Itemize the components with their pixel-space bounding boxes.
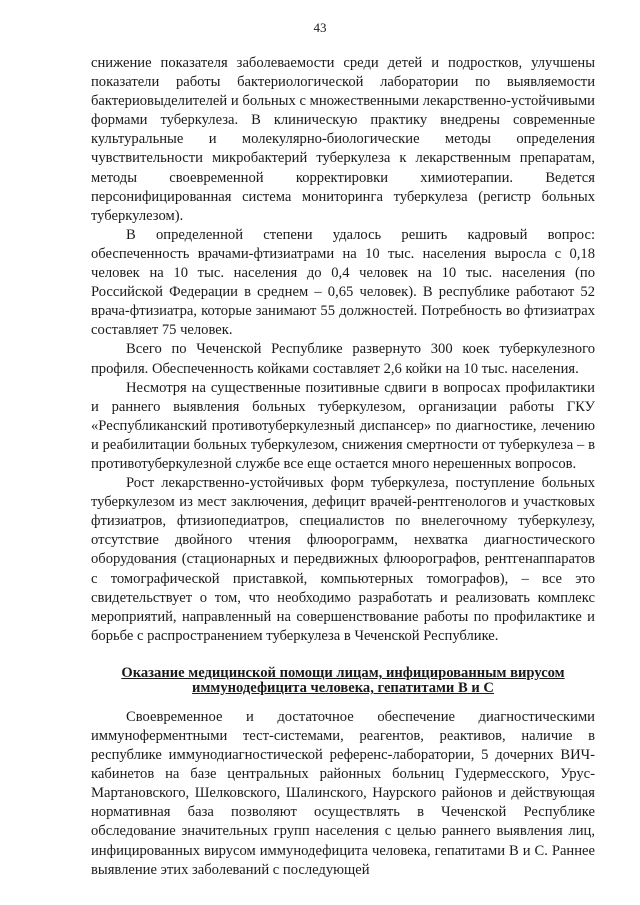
paragraph-tb-indicators: снижение показателя заболеваемости среди детей и подростков, улучшены показатели работы бактериологической лаборатории по выявляемости бактериовыделителей и больных с множественными лекарственно-устойчивыми формами туберкулеза. В клиническую практику внедрены современные культуральные и молекулярно-биологические методы определения чувствительности микробактерий туберкулеза к лекарственным препаратам, методы своевременной корректировки химиотерапии. Ведется персонифицированная система мониторинга туберкулеза (регистр больных туберкулезом). [91, 55, 595, 224]
paragraph-hiv-diagnostics: Своевременное и достаточное обеспечение диагностическими иммуноферментными тест-системами, реагентов, реактивов, наличие в республике иммунодиагностической референс-лаборатории, 5 дочерних ВИЧ-кабинетов на базе центральных районных больниц Гудермесского, Урус-Мартановского, Шелковского, Шалинского, Наурского районов и действующая нормативная база позволяют осуществлять в Чеченской Республике обследование значительных групп населения с целью раннего выявления лиц, инфицированных вирусом иммунодефицита человека, гепатитами В и С. Раннее выявление этих заболеваний с последующей [91, 708, 595, 878]
page-number: 43 [313, 20, 327, 35]
section-heading: Оказание медицинской помощи лицам, инфицированным вирусом иммунодефицита человека, гепатитами В и С [121, 664, 565, 696]
paragraph-staffing: В определенной степени удалось решить кадровый вопрос: обеспеченность врачами-фтизиатрами на 10 тыс. населения выросла с 0,18 человек на 10 тыс. населения до 0,4 человек на 10 тыс. населения (по Российской Федерации в среднем – 0,65 человек). В республике работают 52 врача-фтизиатра, которые занимают 55 должностей. Потребность во фтизиатрах составляет 75 человек. [91, 226, 595, 339]
paragraph-beds: Всего по Чеченской Республике развернуто 300 коек туберкулезного профиля. Обеспеченность койками составляет 2,6 койки на 10 тыс. населения. [91, 341, 595, 377]
body-text [91, 54, 595, 880]
paragraph-unresolved-issues: Несмотря на существенные позитивные сдвиги в вопросах профилактики и раннего выявления больных туберкулезом, организации работы ГКУ «Республиканский противотуберкулезный диспансер» по диагностике, лечению и реабилитации больных туберкулезом, снижения смертности от туберкулеза – в противотуберкулезной службе все еще остается много нерешенных вопросов. [91, 379, 595, 472]
paragraph-drug-resistance: Рост лекарственно-устойчивых форм туберкулеза, поступление больных туберкулезом из мест заключения, дефицит врачей-рентгенологов и участковых фтизиатров, фтизиопедиатров, специалистов по внелегочному туберкулезу, отсутствие двойного чтения флюорограмм, нехватка диагностического оборудования (стационарных и передвижных флюорографов, рентгенаппаратов с томографической приставкой, компьютерных томографов), – все это свидетельствует о том, что необходимо разработать и реализовать комплекс мероприятий, направленный на совершенствование работы по профилактике и борьбе с распространением туберкулеза в Чеченской Республике. [91, 475, 595, 644]
